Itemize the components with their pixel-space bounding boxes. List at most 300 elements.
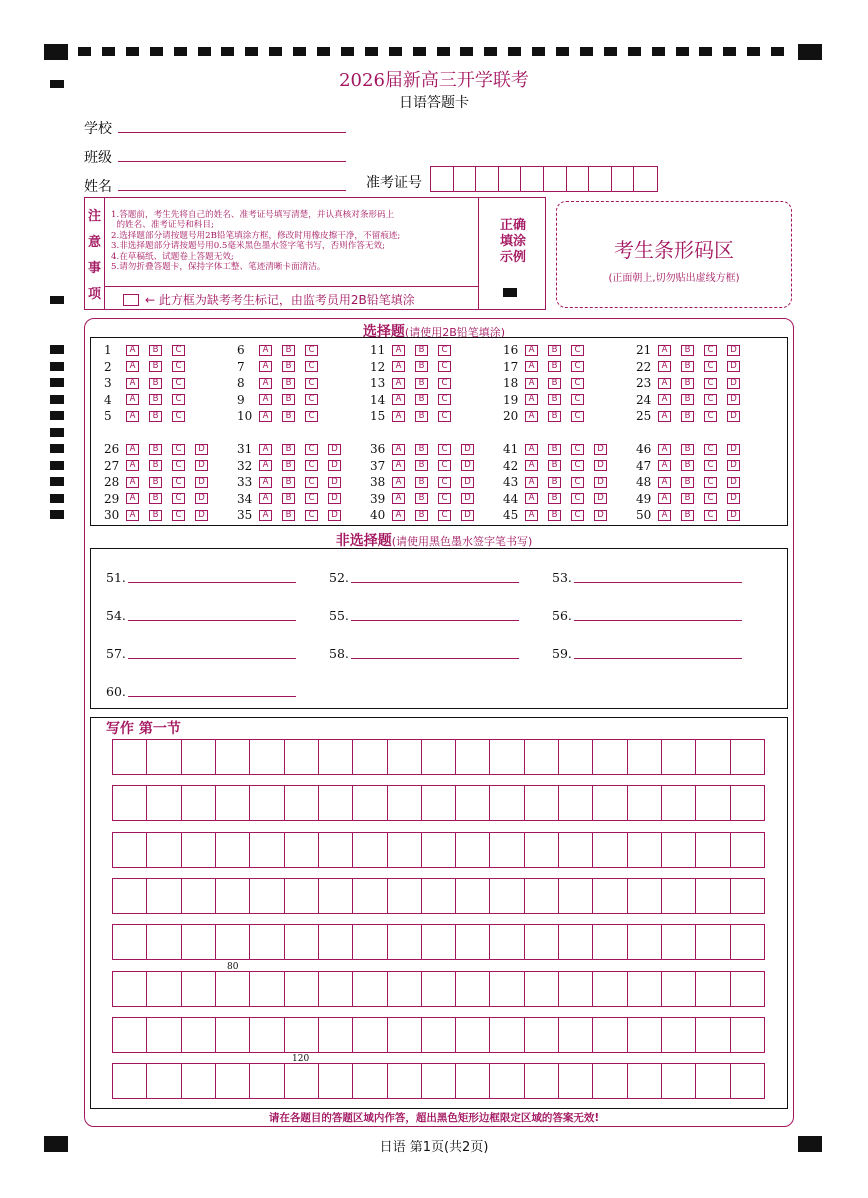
writing-cell[interactable] <box>250 786 284 820</box>
writing-cell[interactable] <box>216 1064 250 1098</box>
writing-cell[interactable] <box>456 740 490 774</box>
writing-cell[interactable] <box>490 833 524 867</box>
option-bubble-b[interactable]: B <box>282 493 295 504</box>
option-bubble-a[interactable]: A <box>525 493 538 504</box>
option-bubble-c[interactable]: C <box>704 493 717 504</box>
writing-grid-row[interactable] <box>112 1017 765 1053</box>
writing-cell[interactable] <box>285 925 319 959</box>
option-bubble-b[interactable]: B <box>415 510 428 521</box>
writing-cell[interactable] <box>490 925 524 959</box>
writing-cell[interactable] <box>422 786 456 820</box>
writing-cell[interactable] <box>593 833 627 867</box>
option-bubble-a[interactable]: A <box>525 444 538 455</box>
writing-cell[interactable] <box>559 833 593 867</box>
option-bubble-c[interactable]: C <box>305 345 318 356</box>
writing-cell[interactable] <box>388 833 422 867</box>
writing-cell[interactable] <box>182 833 216 867</box>
writing-cell[interactable] <box>353 833 387 867</box>
writing-cell[interactable] <box>696 786 730 820</box>
writing-cell[interactable] <box>216 740 250 774</box>
writing-cell[interactable] <box>456 786 490 820</box>
writing-cell[interactable] <box>628 925 662 959</box>
option-bubble-a[interactable]: A <box>126 510 139 521</box>
answer-line[interactable] <box>128 658 296 659</box>
option-bubble-b[interactable]: B <box>681 361 694 372</box>
option-bubble-c[interactable]: C <box>172 345 185 356</box>
writing-cell[interactable] <box>525 1064 559 1098</box>
option-bubble-a[interactable]: A <box>259 510 272 521</box>
writing-cell[interactable] <box>696 1018 730 1052</box>
option-bubble-a[interactable]: A <box>658 510 671 521</box>
writing-grid-row[interactable] <box>112 785 765 821</box>
option-bubble-c[interactable]: C <box>704 460 717 471</box>
option-bubble-d[interactable]: D <box>195 477 208 488</box>
writing-cell[interactable] <box>388 1064 422 1098</box>
class-field[interactable] <box>118 161 346 162</box>
option-bubble-b[interactable]: B <box>282 361 295 372</box>
option-bubble-a[interactable]: A <box>259 394 272 405</box>
option-bubble-c[interactable]: C <box>704 477 717 488</box>
option-bubble-a[interactable]: A <box>126 394 139 405</box>
writing-cell[interactable] <box>182 925 216 959</box>
answer-line[interactable] <box>351 582 519 583</box>
option-bubble-d[interactable]: D <box>328 477 341 488</box>
option-bubble-d[interactable]: D <box>594 493 607 504</box>
writing-grid-row[interactable] <box>112 971 765 1007</box>
option-bubble-c[interactable]: C <box>571 411 584 422</box>
option-bubble-b[interactable]: B <box>282 345 295 356</box>
writing-cell[interactable] <box>422 879 456 913</box>
option-bubble-c[interactable]: C <box>172 444 185 455</box>
writing-cell[interactable] <box>113 972 147 1006</box>
writing-cell[interactable] <box>182 879 216 913</box>
answer-line[interactable] <box>128 620 296 621</box>
option-bubble-d[interactable]: D <box>594 477 607 488</box>
writing-cell[interactable] <box>353 879 387 913</box>
option-bubble-a[interactable]: A <box>392 510 405 521</box>
writing-cell[interactable] <box>731 740 764 774</box>
option-bubble-b[interactable]: B <box>681 460 694 471</box>
writing-cell[interactable] <box>559 879 593 913</box>
option-bubble-a[interactable]: A <box>525 394 538 405</box>
option-bubble-c[interactable]: C <box>305 460 318 471</box>
writing-cell[interactable] <box>422 925 456 959</box>
option-bubble-b[interactable]: B <box>548 444 561 455</box>
writing-cell[interactable] <box>319 972 353 1006</box>
writing-cell[interactable] <box>250 1064 284 1098</box>
option-bubble-b[interactable]: B <box>282 411 295 422</box>
writing-cell[interactable] <box>490 879 524 913</box>
option-bubble-a[interactable]: A <box>259 477 272 488</box>
writing-cell[interactable] <box>216 972 250 1006</box>
writing-cell[interactable] <box>593 972 627 1006</box>
writing-cell[interactable] <box>319 740 353 774</box>
writing-cell[interactable] <box>696 925 730 959</box>
writing-cell[interactable] <box>731 1064 764 1098</box>
writing-cell[interactable] <box>628 740 662 774</box>
writing-cell[interactable] <box>593 1064 627 1098</box>
option-bubble-b[interactable]: B <box>548 493 561 504</box>
writing-cell[interactable] <box>250 1018 284 1052</box>
option-bubble-d[interactable]: D <box>727 477 740 488</box>
writing-cell[interactable] <box>250 925 284 959</box>
writing-cell[interactable] <box>388 925 422 959</box>
writing-cell[interactable] <box>662 740 696 774</box>
option-bubble-a[interactable]: A <box>126 444 139 455</box>
option-bubble-b[interactable]: B <box>282 378 295 389</box>
writing-cell[interactable] <box>525 740 559 774</box>
writing-grid-row[interactable] <box>112 878 765 914</box>
option-bubble-d[interactable]: D <box>328 444 341 455</box>
option-bubble-a[interactable]: A <box>126 378 139 389</box>
option-bubble-c[interactable]: C <box>704 444 717 455</box>
writing-cell[interactable] <box>353 972 387 1006</box>
option-bubble-a[interactable]: A <box>658 378 671 389</box>
option-bubble-a[interactable]: A <box>525 510 538 521</box>
writing-cell[interactable] <box>696 972 730 1006</box>
writing-cell[interactable] <box>628 1018 662 1052</box>
option-bubble-c[interactable]: C <box>571 444 584 455</box>
option-bubble-d[interactable]: D <box>727 510 740 521</box>
option-bubble-b[interactable]: B <box>548 361 561 372</box>
writing-cell[interactable] <box>731 972 764 1006</box>
option-bubble-b[interactable]: B <box>681 444 694 455</box>
writing-cell[interactable] <box>525 833 559 867</box>
writing-cell[interactable] <box>216 1018 250 1052</box>
option-bubble-a[interactable]: A <box>392 345 405 356</box>
writing-cell[interactable] <box>662 786 696 820</box>
option-bubble-b[interactable]: B <box>415 411 428 422</box>
option-bubble-c[interactable]: C <box>704 345 717 356</box>
writing-cell[interactable] <box>353 925 387 959</box>
writing-cell[interactable] <box>319 879 353 913</box>
writing-cell[interactable] <box>216 925 250 959</box>
option-bubble-b[interactable]: B <box>282 510 295 521</box>
writing-cell[interactable] <box>250 740 284 774</box>
option-bubble-c[interactable]: C <box>305 361 318 372</box>
option-bubble-b[interactable]: B <box>415 378 428 389</box>
option-bubble-c[interactable]: C <box>305 444 318 455</box>
option-bubble-d[interactable]: D <box>461 444 474 455</box>
option-bubble-b[interactable]: B <box>681 394 694 405</box>
option-bubble-d[interactable]: D <box>727 444 740 455</box>
option-bubble-c[interactable]: C <box>438 411 451 422</box>
option-bubble-d[interactable]: D <box>727 378 740 389</box>
writing-cell[interactable] <box>113 1064 147 1098</box>
writing-cell[interactable] <box>319 1018 353 1052</box>
option-bubble-c[interactable]: C <box>571 345 584 356</box>
writing-cell[interactable] <box>285 833 319 867</box>
absent-checkbox[interactable] <box>123 294 139 306</box>
option-bubble-c[interactable]: C <box>571 510 584 521</box>
writing-cell[interactable] <box>216 879 250 913</box>
option-bubble-a[interactable]: A <box>525 361 538 372</box>
option-bubble-b[interactable]: B <box>548 394 561 405</box>
writing-cell[interactable] <box>113 833 147 867</box>
option-bubble-a[interactable]: A <box>259 444 272 455</box>
writing-cell[interactable] <box>147 1018 181 1052</box>
option-bubble-c[interactable]: C <box>571 378 584 389</box>
option-bubble-c[interactable]: C <box>172 361 185 372</box>
option-bubble-a[interactable]: A <box>658 394 671 405</box>
writing-cell[interactable] <box>593 740 627 774</box>
option-bubble-c[interactable]: C <box>305 411 318 422</box>
option-bubble-b[interactable]: B <box>548 477 561 488</box>
name-field[interactable] <box>118 190 346 191</box>
option-bubble-a[interactable]: A <box>126 345 139 356</box>
writing-cell[interactable] <box>285 740 319 774</box>
option-bubble-a[interactable]: A <box>259 345 272 356</box>
writing-cell[interactable] <box>456 879 490 913</box>
option-bubble-d[interactable]: D <box>727 361 740 372</box>
option-bubble-d[interactable]: D <box>328 493 341 504</box>
exam-id-boxes[interactable] <box>430 166 658 192</box>
option-bubble-c[interactable]: C <box>704 361 717 372</box>
option-bubble-d[interactable]: D <box>195 444 208 455</box>
writing-cell[interactable] <box>628 879 662 913</box>
writing-cell[interactable] <box>559 740 593 774</box>
writing-cell[interactable] <box>147 1064 181 1098</box>
option-bubble-c[interactable]: C <box>172 394 185 405</box>
writing-cell[interactable] <box>422 1018 456 1052</box>
option-bubble-d[interactable]: D <box>594 510 607 521</box>
writing-grid-row[interactable] <box>112 924 765 960</box>
writing-cell[interactable] <box>353 740 387 774</box>
writing-cell[interactable] <box>490 740 524 774</box>
writing-cell[interactable] <box>285 972 319 1006</box>
writing-cell[interactable] <box>285 786 319 820</box>
option-bubble-a[interactable]: A <box>392 444 405 455</box>
option-bubble-c[interactable]: C <box>305 510 318 521</box>
option-bubble-b[interactable]: B <box>415 493 428 504</box>
option-bubble-b[interactable]: B <box>548 378 561 389</box>
writing-cell[interactable] <box>113 786 147 820</box>
option-bubble-d[interactable]: D <box>195 510 208 521</box>
writing-grid-row[interactable] <box>112 1063 765 1099</box>
option-bubble-b[interactable]: B <box>149 477 162 488</box>
option-bubble-d[interactable]: D <box>195 460 208 471</box>
writing-cell[interactable] <box>216 833 250 867</box>
option-bubble-c[interactable]: C <box>438 510 451 521</box>
option-bubble-a[interactable]: A <box>392 411 405 422</box>
option-bubble-a[interactable]: A <box>658 460 671 471</box>
writing-cell[interactable] <box>250 833 284 867</box>
writing-cell[interactable] <box>696 740 730 774</box>
option-bubble-b[interactable]: B <box>149 361 162 372</box>
option-bubble-d[interactable]: D <box>195 493 208 504</box>
writing-cell[interactable] <box>422 740 456 774</box>
option-bubble-a[interactable]: A <box>392 378 405 389</box>
option-bubble-c[interactable]: C <box>172 477 185 488</box>
option-bubble-d[interactable]: D <box>461 477 474 488</box>
writing-cell[interactable] <box>319 786 353 820</box>
option-bubble-a[interactable]: A <box>525 411 538 422</box>
option-bubble-b[interactable]: B <box>415 477 428 488</box>
writing-cell[interactable] <box>456 972 490 1006</box>
writing-cell[interactable] <box>559 925 593 959</box>
answer-line[interactable] <box>128 582 296 583</box>
option-bubble-c[interactable]: C <box>571 361 584 372</box>
writing-cell[interactable] <box>285 1064 319 1098</box>
option-bubble-b[interactable]: B <box>681 378 694 389</box>
option-bubble-c[interactable]: C <box>305 378 318 389</box>
option-bubble-a[interactable]: A <box>392 477 405 488</box>
writing-cell[interactable] <box>147 925 181 959</box>
option-bubble-c[interactable]: C <box>172 460 185 471</box>
writing-cell[interactable] <box>182 740 216 774</box>
writing-cell[interactable] <box>422 1064 456 1098</box>
option-bubble-b[interactable]: B <box>415 444 428 455</box>
option-bubble-a[interactable]: A <box>392 394 405 405</box>
writing-cell[interactable] <box>593 786 627 820</box>
answer-line[interactable] <box>351 620 519 621</box>
option-bubble-c[interactable]: C <box>305 493 318 504</box>
writing-cell[interactable] <box>593 925 627 959</box>
option-bubble-b[interactable]: B <box>282 460 295 471</box>
writing-cell[interactable] <box>319 925 353 959</box>
writing-cell[interactable] <box>216 786 250 820</box>
writing-cell[interactable] <box>182 786 216 820</box>
writing-cell[interactable] <box>388 740 422 774</box>
option-bubble-d[interactable]: D <box>328 460 341 471</box>
writing-cell[interactable] <box>525 786 559 820</box>
option-bubble-a[interactable]: A <box>259 460 272 471</box>
writing-cell[interactable] <box>490 1064 524 1098</box>
writing-cell[interactable] <box>182 972 216 1006</box>
option-bubble-b[interactable]: B <box>681 477 694 488</box>
writing-cell[interactable] <box>456 1018 490 1052</box>
option-bubble-b[interactable]: B <box>415 394 428 405</box>
writing-cell[interactable] <box>593 879 627 913</box>
option-bubble-b[interactable]: B <box>149 493 162 504</box>
option-bubble-b[interactable]: B <box>548 345 561 356</box>
option-bubble-a[interactable]: A <box>658 361 671 372</box>
option-bubble-a[interactable]: A <box>658 493 671 504</box>
writing-cell[interactable] <box>250 972 284 1006</box>
writing-cell[interactable] <box>490 786 524 820</box>
writing-cell[interactable] <box>593 1018 627 1052</box>
option-bubble-a[interactable]: A <box>658 477 671 488</box>
option-bubble-d[interactable]: D <box>727 394 740 405</box>
option-bubble-d[interactable]: D <box>594 460 607 471</box>
option-bubble-b[interactable]: B <box>681 493 694 504</box>
option-bubble-d[interactable]: D <box>727 493 740 504</box>
option-bubble-a[interactable]: A <box>259 411 272 422</box>
option-bubble-b[interactable]: B <box>415 460 428 471</box>
option-bubble-c[interactable]: C <box>438 493 451 504</box>
writing-cell[interactable] <box>731 1018 764 1052</box>
option-bubble-d[interactable]: D <box>461 510 474 521</box>
option-bubble-b[interactable]: B <box>282 444 295 455</box>
option-bubble-b[interactable]: B <box>149 510 162 521</box>
writing-cell[interactable] <box>113 1018 147 1052</box>
writing-cell[interactable] <box>628 786 662 820</box>
writing-cell[interactable] <box>422 972 456 1006</box>
option-bubble-a[interactable]: A <box>259 361 272 372</box>
writing-cell[interactable] <box>422 833 456 867</box>
option-bubble-b[interactable]: B <box>681 411 694 422</box>
option-bubble-c[interactable]: C <box>172 493 185 504</box>
answer-line[interactable] <box>574 658 742 659</box>
writing-cell[interactable] <box>250 879 284 913</box>
option-bubble-c[interactable]: C <box>704 378 717 389</box>
answer-line[interactable] <box>574 620 742 621</box>
option-bubble-c[interactable]: C <box>172 510 185 521</box>
option-bubble-a[interactable]: A <box>525 345 538 356</box>
option-bubble-a[interactable]: A <box>259 378 272 389</box>
option-bubble-c[interactable]: C <box>438 394 451 405</box>
writing-cell[interactable] <box>662 833 696 867</box>
writing-cell[interactable] <box>285 879 319 913</box>
writing-cell[interactable] <box>456 925 490 959</box>
option-bubble-b[interactable]: B <box>282 394 295 405</box>
option-bubble-c[interactable]: C <box>704 394 717 405</box>
writing-cell[interactable] <box>731 925 764 959</box>
writing-cell[interactable] <box>113 740 147 774</box>
writing-cell[interactable] <box>490 1018 524 1052</box>
writing-cell[interactable] <box>388 1018 422 1052</box>
answer-line[interactable] <box>574 582 742 583</box>
option-bubble-d[interactable]: D <box>727 345 740 356</box>
option-bubble-d[interactable]: D <box>594 444 607 455</box>
option-bubble-b[interactable]: B <box>149 444 162 455</box>
writing-cell[interactable] <box>388 786 422 820</box>
option-bubble-b[interactable]: B <box>548 411 561 422</box>
school-field[interactable] <box>118 132 346 133</box>
option-bubble-a[interactable]: A <box>126 361 139 372</box>
writing-grid-row[interactable] <box>112 832 765 868</box>
writing-cell[interactable] <box>182 1018 216 1052</box>
option-bubble-b[interactable]: B <box>149 460 162 471</box>
option-bubble-b[interactable]: B <box>149 411 162 422</box>
writing-cell[interactable] <box>696 879 730 913</box>
writing-cell[interactable] <box>696 833 730 867</box>
option-bubble-c[interactable]: C <box>438 345 451 356</box>
writing-cell[interactable] <box>113 925 147 959</box>
writing-cell[interactable] <box>628 972 662 1006</box>
option-bubble-d[interactable]: D <box>461 493 474 504</box>
option-bubble-b[interactable]: B <box>149 345 162 356</box>
writing-cell[interactable] <box>662 1018 696 1052</box>
option-bubble-b[interactable]: B <box>415 345 428 356</box>
writing-cell[interactable] <box>113 879 147 913</box>
option-bubble-a[interactable]: A <box>525 477 538 488</box>
writing-cell[interactable] <box>456 1064 490 1098</box>
option-bubble-a[interactable]: A <box>658 444 671 455</box>
writing-cell[interactable] <box>662 1064 696 1098</box>
option-bubble-a[interactable]: A <box>658 345 671 356</box>
writing-cell[interactable] <box>388 972 422 1006</box>
option-bubble-d[interactable]: D <box>727 460 740 471</box>
option-bubble-b[interactable]: B <box>548 510 561 521</box>
option-bubble-a[interactable]: A <box>525 460 538 471</box>
writing-cell[interactable] <box>353 1018 387 1052</box>
option-bubble-c[interactable]: C <box>172 411 185 422</box>
option-bubble-b[interactable]: B <box>681 345 694 356</box>
writing-grid-row[interactable] <box>112 739 765 775</box>
writing-cell[interactable] <box>662 925 696 959</box>
option-bubble-d[interactable]: D <box>461 460 474 471</box>
option-bubble-b[interactable]: B <box>548 460 561 471</box>
writing-cell[interactable] <box>731 879 764 913</box>
option-bubble-a[interactable]: A <box>658 411 671 422</box>
writing-cell[interactable] <box>559 972 593 1006</box>
option-bubble-c[interactable]: C <box>438 477 451 488</box>
writing-cell[interactable] <box>353 786 387 820</box>
option-bubble-d[interactable]: D <box>727 411 740 422</box>
option-bubble-d[interactable]: D <box>328 510 341 521</box>
writing-cell[interactable] <box>353 1064 387 1098</box>
